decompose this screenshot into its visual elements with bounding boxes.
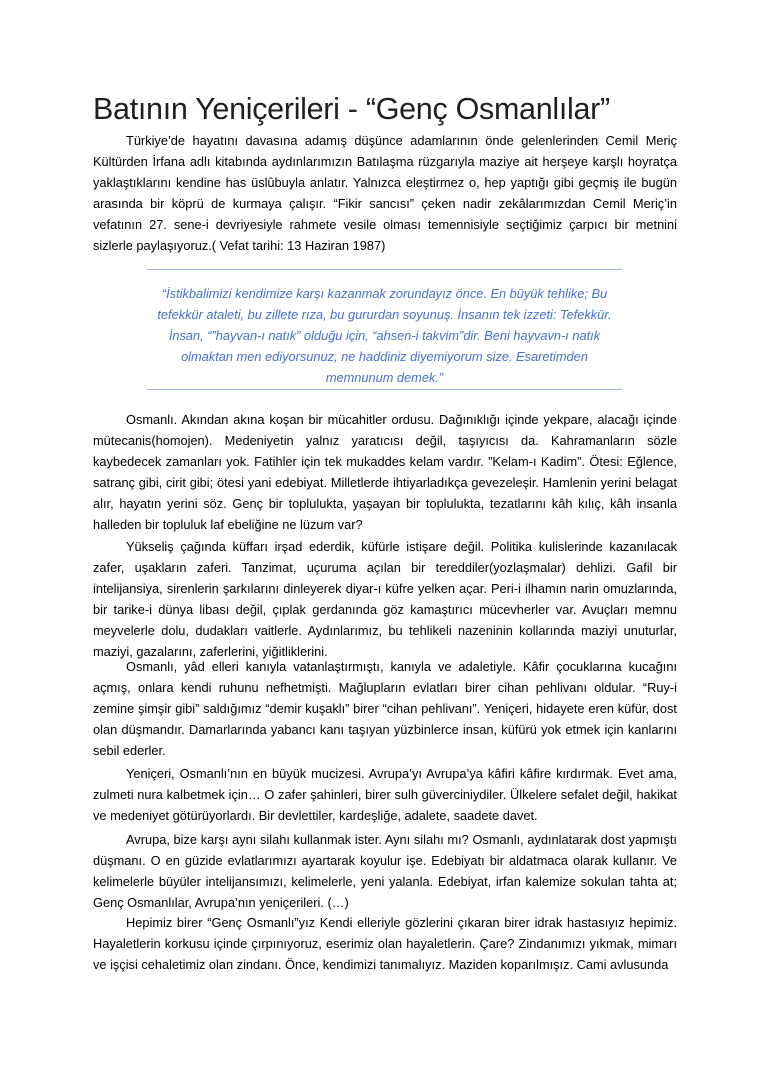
block-quote: “İstikbalimizi kendimize karşı kazanmak zorundayız önce. En büyük tehlike; Bu tefekkür ataleti, bu zillete rıza, bu gururdan soyunuş. İnsanın tek izzeti: Tefekkür. İnsan, “”hayvan-ı natık” olduğu için, “ahsen-i takvim”dir. Beni hayvavn-ı natık olmaktan men ediyorsunuz, ne haddiniz diyemiyorum size. Esaretimden memnunum demek.”	[157, 286, 612, 385]
quote-bottom-rule	[147, 389, 622, 390]
intro-paragraph: Türkiye’de hayatını davasına adamış düşünce adamlarının önde gelenlerinden Cemil Meriç Kültürden İrfana adlı kitabında aydınlarımızın Batılaşma rüzgarıyla maziye ait herşeye karşlı hoyratça yaklaştıklarını kendine has üslûbuyla anlatır. Yalnızca eleştirmez o, hep yaptığı gibi geçmiş ile bugün arasında bir köprü de kurmaya çalışır. “Fikir sancısı” çeken nadir zekâlarımızdan Cemil Meriç’in vefatının 27. sene-i devriyesiyle rahmete vesile olması temennisiyle seçtiğimiz çarpıcı bir metnini sizlerle paylaşıyoruz.( Vefat tarihi: 13 Haziran 1987)	[93, 133, 677, 253]
body-paragraph: Hepimiz birer “Genç Osmanlı”yız Kendi elleriyle gözlerini çıkaran birer idrak hastasıyız hepimiz. Hayaletlerin korkusu içinde çırpınıyoruz, eserimiz olan hayaletlerin. Çare? Zindanımızı yıkmak, mimarı ve işçisi cehaletimiz olan zindanı. Önce, kendimizi tanımalıyız. Maziden koparılmışız. Cami avlusunda	[93, 915, 677, 972]
body-paragraph: Yeniçeri, Osmanlı’nın en büyük mucizesi. Avrupa’yı Avrupa’ya kâfiri kâfire kırdırmak. Evet ama, zulmeti nura kalbetmek için… O zafer şahinleri, birer sulh güverciniydiler. Ülkelere sefalet değil, hakikat ve medeniyet götürüyorlardı. Bir devlettiler, kardeşliğe, adalete, saadete davet.	[93, 766, 677, 823]
body-paragraph: Yükseliş çağında küffarı irşad ederdik, küfürle istişare değil. Politika kulislerinde kazanılacak zafer, uşakların zaferi. Tanzimat, uçuruma açılan bir tereddiler(yozlaşmalar) dehlizi. Gafil bir intelijansiya, sirenlerin şarkılarını dinleyerek diyar-ı küfre yelken açar. Peri-i ilhamın narin omuzlarında, bir tarike-i dünya libası değil, çıplak gerdanında göz kamaştırıcı mücevherler var. Avuçları memnu meyvelerle dolu, dudakları vaitlerle. Aydınlarımız, bu tehlikeli nazeninin kollarında maziyi unuturlar, maziyi, gazalarını, zaferlerini, yiğitliklerini.	[93, 539, 677, 659]
body-paragraph: Avrupa, bize karşı aynı silahı kullanmak ister. Aynı silahı mı? Osmanlı, aydınlatarak dost yapmıştı düşmanı. O en güzide evlatlarımızı ayartarak koyulur işe. Edebiyatı bir aldatmaca olarak kullanır. Ve kelimelerle büyüler intelijansımızı, kelimelerle, yeni yalanla. Edebiyat, irfan kalemize sokulan tahta at; Genç Osmanlılar, Avrupa’nın yeniçerileri. (…)	[93, 832, 677, 910]
body-paragraph: Osmanlı, yâd elleri kanıyla vatanlaştırmıştı, kanıyla ve adaletiyle. Kâfir çocuklarına kucağını açmış, onlara kendi ruhunu nefhetmişti. Mağlupların evlatları birer cihan pehlivanı oldular. “Ruy-i zemine şimşir gibi” saldığımız “demir kuşaklı” birer “cihan pehlivanı”. Yeniçeri, hidayete eren küfür, dost olan düşmandır. Damarlarında yabancı kanı taşıyan yüzbinlerce insan, küfürü yok etmek için kanlarını sebil ederler.	[93, 659, 677, 758]
body-paragraph: Osmanlı. Akından akına koşan bir mücahitler ordusu. Dağınıklığı içinde yekpare, alacağı içinde mütecanis(homojen). Medeniyetin yalnız yaratıcısı değil, taşıyıcısı da. Kahramanların sözle kaybedecek zamanları yok. Fatihler için tek mukaddes kelam vardır. ”Kelam-ı Kadim”. Ötesi: Eğlence, satranç gibi, cirit gibi; ötesi yani edebiyat. Milletlerde ihtiyarladıkça gevezeleşir. Hamlenin yerini belagat alır, hayatın yerini söz. Genç bir toplulukta, yaşayan bir toplulukta, tezatlarını kâh kılıç, kâh insanla halleden bir topluluk laf ebeliğine ne lüzum var?	[93, 412, 677, 532]
document-title: Batının Yeniçerileri - “Genç Osmanlılar”	[93, 92, 610, 126]
quote-top-rule	[147, 269, 622, 270]
